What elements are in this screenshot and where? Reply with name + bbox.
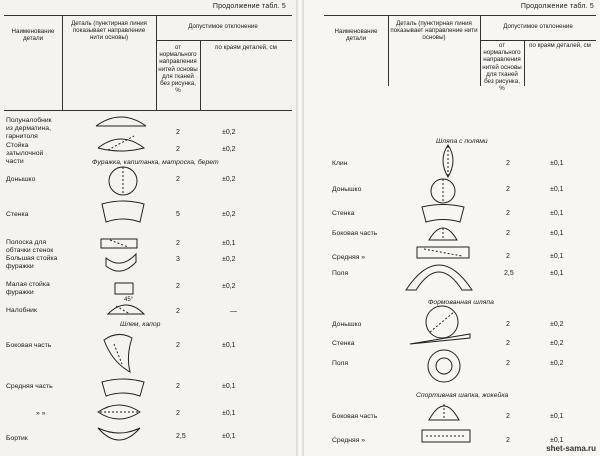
row-name: » »	[36, 410, 46, 417]
visor-icon	[106, 302, 146, 318]
row-name: Донышко	[332, 321, 362, 328]
header-col-tolerance: Допустимое отклонение	[503, 23, 573, 30]
row-normal: 2,5	[176, 433, 186, 440]
lens-icon	[96, 402, 142, 422]
crescent-icon	[96, 424, 142, 448]
row-edge: ±0,1	[550, 210, 564, 217]
row-edge: ±0,2	[222, 283, 236, 290]
header-col-tolerance: Допустимое отклонение	[188, 23, 258, 30]
row-normal: 2	[506, 210, 510, 217]
header-col-normal: от нормального направления нитей основы для тканей без рисунка, %	[158, 44, 198, 95]
header-col-name: Наименование детали	[334, 28, 378, 43]
row-normal: 2	[176, 410, 180, 417]
ring-icon	[426, 348, 462, 384]
row-edge: ±0,1	[550, 270, 564, 277]
arc-band-icon	[420, 204, 466, 224]
arc-icon	[104, 252, 138, 272]
row-normal: 2	[176, 176, 180, 183]
row-name: Боковая часть	[332, 413, 378, 420]
section-title: Формованная шляпа	[428, 299, 494, 306]
row-name: Поля	[332, 360, 349, 367]
row-name: Малая стойка фуражки	[6, 281, 50, 296]
section-title: Шлем, капор	[120, 321, 161, 328]
row-edge: ±0,1	[550, 230, 564, 237]
row-edge: ±0,1	[222, 433, 236, 440]
row-edge: ±0,1	[550, 253, 564, 260]
row-name: Средняя часть	[6, 383, 53, 390]
row-normal: 2	[176, 342, 180, 349]
section-title: Фуражка, капитанка, матроска, берет	[92, 159, 219, 166]
row-edge: ±0,1	[550, 160, 564, 167]
row-normal: 2	[176, 383, 180, 390]
circle-icon	[430, 178, 456, 204]
continuation-label: Продолжение табл. 5	[212, 3, 286, 10]
band-small-icon	[114, 282, 134, 296]
row-edge: ±0,2	[550, 321, 564, 328]
row-normal: 2	[176, 283, 180, 290]
section-title: Шляпа с полями	[436, 138, 488, 145]
slanted-strip-icon	[408, 332, 472, 346]
row-edge: ±0,2	[222, 256, 236, 263]
page-gutter	[296, 0, 304, 456]
header-col-name: Наименование детали	[11, 28, 55, 43]
row-name: Клин	[332, 160, 348, 167]
header-col-part: Деталь (пунктирная линия показывает направление нити основы)	[71, 20, 147, 42]
row-name: Большая стойка фуражки	[6, 255, 58, 270]
right-page	[304, 0, 600, 456]
arc-band-icon	[100, 378, 146, 398]
row-name: Стойка затылочной части	[6, 142, 44, 165]
lens-icon	[420, 428, 472, 446]
row-edge: ±0,1	[222, 342, 236, 349]
table-header	[4, 15, 292, 111]
circle-icon	[108, 166, 138, 196]
row-name: Боковая часть	[332, 230, 378, 237]
row-normal: 2	[506, 413, 510, 420]
row-edge: ±0,1	[222, 383, 236, 390]
row-edge: ±0,2	[222, 146, 236, 153]
header-col-edges: по краям деталей, см	[529, 42, 591, 49]
row-name: Стенка	[332, 210, 355, 217]
table-header	[324, 15, 596, 93]
row-edge: —	[230, 308, 237, 315]
ellipse-half-icon	[94, 112, 148, 152]
row-normal: 2,5	[504, 270, 514, 277]
left-page	[0, 0, 296, 456]
row-edge: ±0,2	[550, 360, 564, 367]
row-name: Стенка	[6, 211, 29, 218]
row-edge: ±0,2	[222, 129, 236, 136]
row-normal: 2	[506, 340, 510, 347]
arc-band-icon	[100, 200, 146, 224]
row-normal: 2	[176, 240, 180, 247]
row-name: Полуналобник из дерматина, гарнитоля	[6, 117, 52, 140]
row-normal: 2	[506, 360, 510, 367]
row-edge: ±0,1	[550, 437, 564, 444]
dome-icon	[428, 400, 460, 422]
row-name: Стенка	[332, 340, 355, 347]
row-name: Поля	[332, 270, 349, 277]
row-name: Средняя »	[332, 437, 366, 444]
row-normal: 2	[176, 146, 180, 153]
header-col-edges: по краям деталей, см	[215, 44, 277, 51]
row-normal: 3	[176, 256, 180, 263]
row-normal: 2	[506, 186, 510, 193]
row-edge: ±0,2	[222, 211, 236, 218]
row-edge: ±0,1	[550, 186, 564, 193]
wedge-icon	[436, 144, 460, 178]
row-name: Средняя »	[332, 254, 366, 261]
header-col-part: Деталь (пунктирная линия показывает направление нити основы)	[390, 20, 478, 42]
row-normal: 2	[506, 437, 510, 444]
strip-icon	[100, 238, 138, 250]
row-edge: ±0,2	[222, 176, 236, 183]
row-normal: 2	[506, 321, 510, 328]
row-edge: ±0,1	[222, 240, 236, 247]
row-name: Бортик	[6, 435, 28, 442]
brim-arc-icon	[404, 254, 474, 292]
row-normal: 2	[506, 230, 510, 237]
row-edge: ±0,1	[550, 413, 564, 420]
watermark: shet-sama.ru	[546, 444, 596, 453]
dome-icon	[428, 224, 458, 242]
row-name: Донышко	[6, 176, 36, 183]
continuation-label: Продолжение табл. 5	[520, 3, 594, 10]
row-edge: ±0,1	[222, 410, 236, 417]
row-name: Боковая часть	[6, 342, 52, 349]
row-normal: 2	[176, 308, 180, 315]
row-name: Донышко	[332, 186, 362, 193]
hood-side-icon	[100, 332, 134, 374]
row-normal: 5	[176, 211, 180, 218]
row-edge: ±0,2	[550, 340, 564, 347]
row-normal: 2	[176, 129, 180, 136]
header-col-normal: от нормального направления нитей основы для тканей без рисунка, %	[482, 42, 522, 93]
section-title: Спортивная шапка, жокейка	[416, 392, 509, 399]
row-normal: 2	[506, 253, 510, 260]
row-name: Налобник	[6, 307, 37, 314]
angle-mark: 45°	[124, 297, 134, 303]
row-normal: 2	[506, 160, 510, 167]
row-name: Полоска для обтачки стенок	[6, 239, 54, 254]
